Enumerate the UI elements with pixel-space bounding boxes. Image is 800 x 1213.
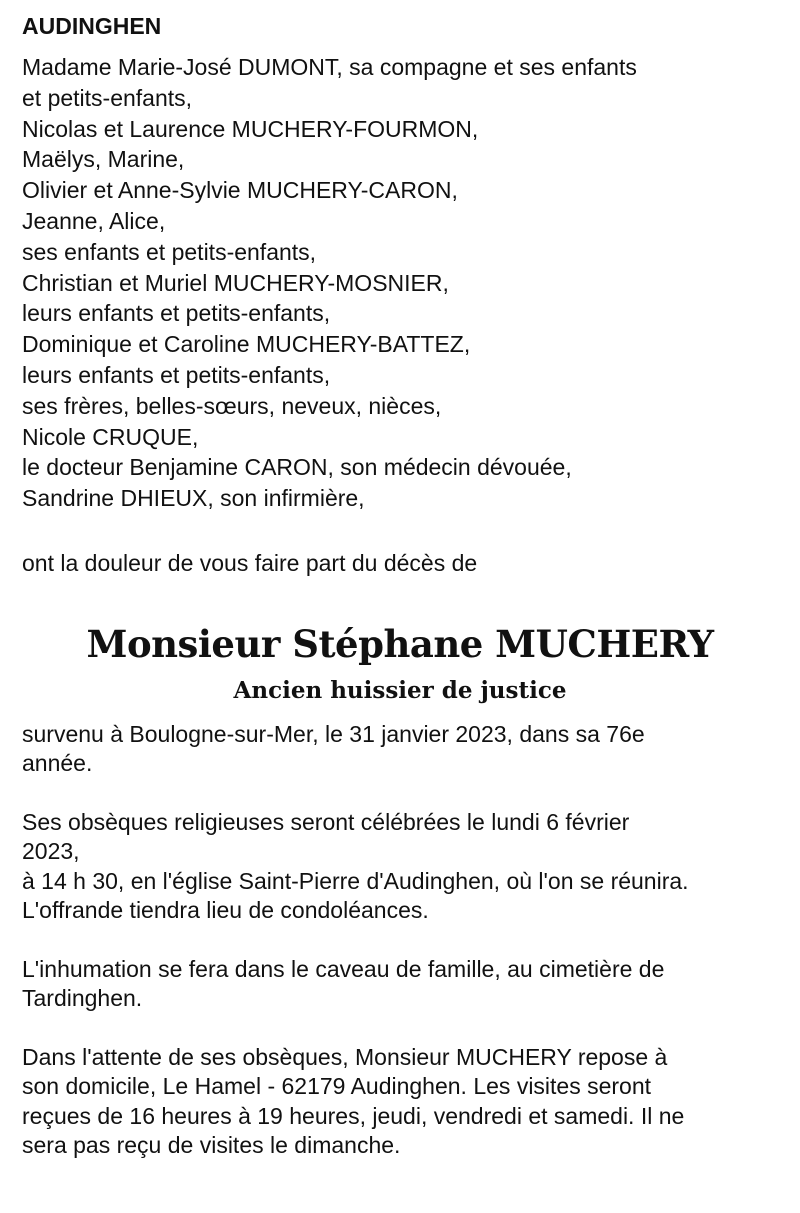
announcement-text: ont la douleur de vous faire part du décès de [22, 549, 478, 576]
deceased-title: Ancien huissier de justice [233, 676, 567, 704]
paragraph-line: Ses obsèques religieuses seront célébrées le lundi 6 février [22, 808, 630, 835]
paragraph-line: Tardinghen. [22, 985, 143, 1012]
family-line: le docteur Benjamine CARON, son médecin dévouée, [22, 454, 572, 481]
family-line: Maëlys, Marine, [22, 146, 185, 173]
death-paragraph [22, 720, 778, 779]
paragraph-line: reçues de 16 heures à 19 heures, jeudi, vendredi et samedi. Il ne [22, 1102, 685, 1129]
paragraph-line: sera pas reçu de visites le dimanche. [22, 1132, 401, 1159]
paragraph-line: son domicile, Le Hamel - 62179 Audinghen. Les visites seront [22, 1073, 652, 1100]
family-line: Dominique et Caroline MUCHERY-BATTEZ, [22, 331, 471, 358]
funeral-paragraph [22, 808, 778, 926]
family-line: ses enfants et petits-enfants, [22, 238, 317, 265]
visits-paragraph [22, 1043, 778, 1161]
family-line: Nicolas et Laurence MUCHERY-FOURMON, [22, 115, 479, 142]
paragraph-line: Dans l'attente de ses obsèques, Monsieur MUCHERY repose à [22, 1043, 668, 1070]
spacer [22, 514, 778, 548]
family-line: Christian et Muriel MUCHERY-MOSNIER, [22, 269, 449, 296]
deceased-name: Monsieur Stéphane MUCHERY [86, 621, 714, 666]
family-line: leurs enfants et petits-enfants, [22, 300, 331, 327]
paragraph-line: année. [22, 750, 93, 777]
family-list [22, 52, 778, 514]
town-heading: AUDINGHEN [22, 13, 162, 39]
paragraph-line: L'inhumation se fera dans le caveau de famille, au cimetière de [22, 955, 665, 982]
family-line: Sandrine DHIEUX, son infirmière, [22, 485, 365, 512]
family-line: Olivier et Anne-Sylvie MUCHERY-CARON, [22, 177, 458, 204]
family-line: ses frères, belles-sœurs, neveux, nièces, [22, 392, 442, 419]
family-line: Madame Marie-José DUMONT, sa compagne et ses enfants [22, 54, 637, 80]
burial-paragraph [22, 955, 778, 1014]
family-line: Jeanne, Alice, [22, 207, 166, 234]
paragraph-line: à 14 h 30, en l'église Saint-Pierre d'Audinghen, où l'on se réunira. [22, 867, 689, 894]
family-line: leurs enfants et petits-enfants, [22, 361, 331, 388]
paragraph-line: 2023, [22, 838, 80, 865]
paragraph-line: survenu à Boulogne-sur-Mer, le 31 janvier 2023, dans sa 76e [22, 720, 645, 747]
family-line: et petits-enfants, [22, 84, 193, 111]
family-line: Nicole CRUQUE, [22, 423, 199, 450]
paragraph-line: L'offrande tiendra lieu de condoléances. [22, 897, 429, 924]
